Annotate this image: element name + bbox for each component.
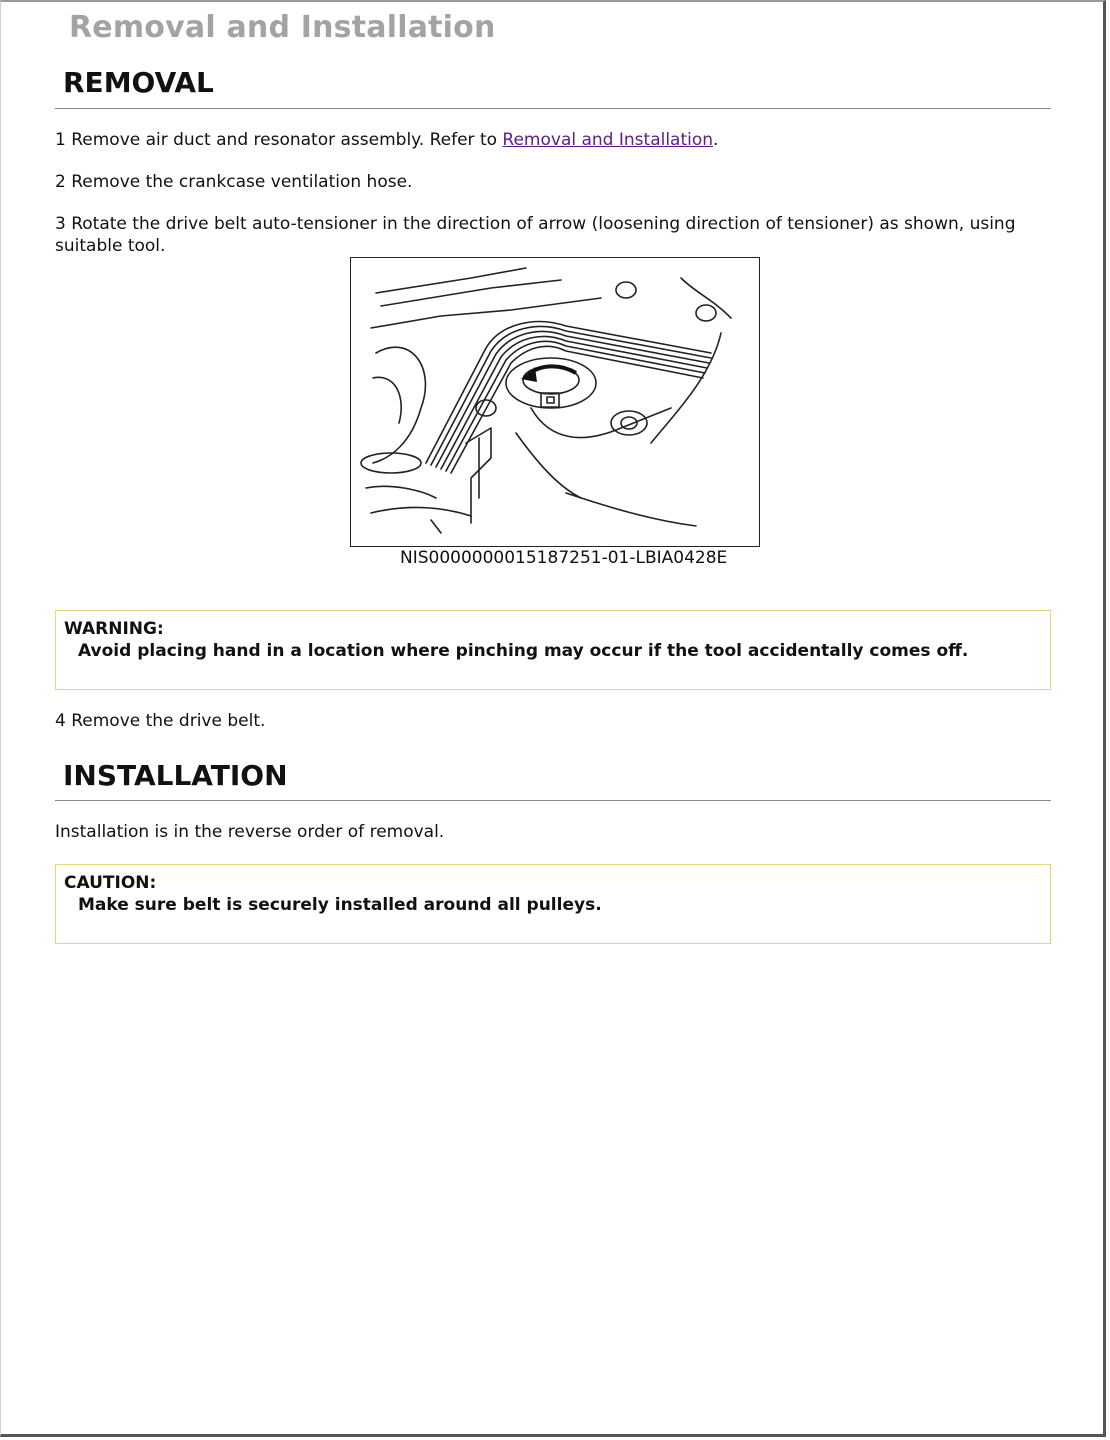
warning-text: Avoid placing hand in a location where pinching may occur if the tool accidentally comes off. (78, 641, 969, 661)
caution-box (55, 864, 1051, 944)
removal-step-1 (55, 129, 1045, 151)
removal-heading-text: REMOVAL (63, 66, 214, 99)
page-title: Removal and Installation (69, 10, 496, 45)
step-1-text: 1 Remove air duct and resonator assembly. Refer to (55, 130, 503, 150)
installation-text: Installation is in the reverse order of removal. (55, 822, 445, 842)
warning-box (55, 610, 1051, 690)
removal-step-4: 4 Remove the drive belt. (55, 711, 266, 731)
removal-heading (55, 66, 1051, 109)
caution-text: Make sure belt is securely installed around all pulleys. (78, 895, 602, 915)
removal-installation-link[interactable]: Removal and Installation (502, 130, 714, 150)
warning-label: WARNING: (64, 619, 164, 639)
figure-caption: NIS0000000015187251-01-LBIA0428E (400, 548, 728, 568)
step-1-suffix: . (713, 130, 719, 150)
removal-step-3: 3 Rotate the drive belt auto-tensioner in the direction of arrow (loosening direction of tensioner) as shown, using suitable tool. (55, 214, 1016, 256)
drive-belt-tensioner-figure (350, 257, 760, 547)
installation-heading-text: INSTALLATION (63, 759, 288, 792)
removal-step-2: 2 Remove the crankcase ventilation hose. (55, 172, 413, 192)
caution-label: CAUTION: (64, 873, 157, 893)
drive-belt-illustration (351, 258, 759, 546)
installation-heading (55, 759, 1051, 801)
